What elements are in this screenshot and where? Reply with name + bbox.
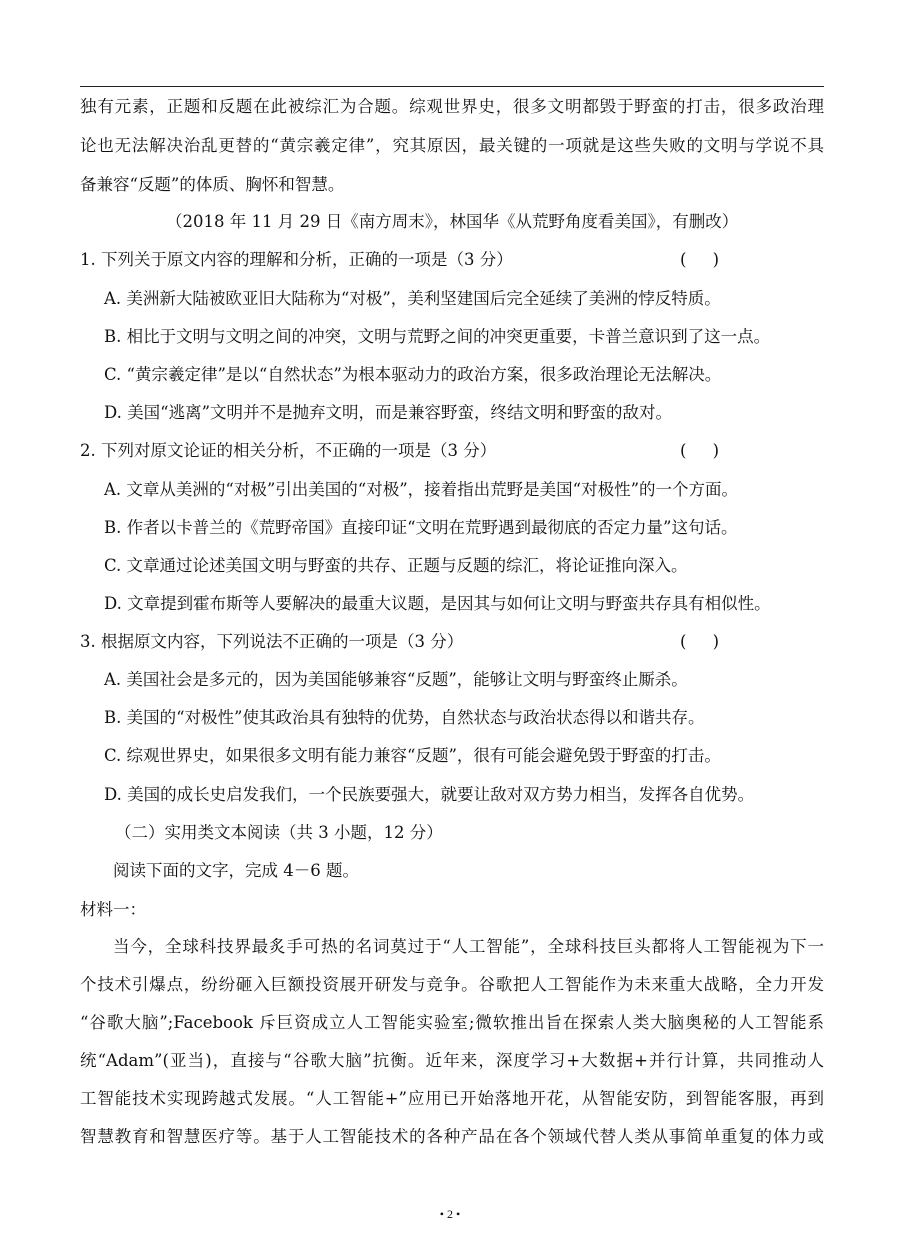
question-2-option-c: C. 文章通过论述美国文明与野蛮的共存、正题与反题的综汇，将论证推向深入。	[104, 556, 688, 575]
question-1-answer-bracket: ( )	[680, 250, 720, 269]
page-number: • 2 •	[439, 1207, 461, 1221]
question-1-option-a: A. 美洲新大陆被欧亚旧大陆称为“对极”，美利坚建国后完全延续了美洲的悖反特质。	[104, 289, 721, 308]
question-1-option-b: B. 相比于文明与文明之间的冲突，文明与荒野之间的冲突更重要，卡普兰意识到了这一点。	[104, 327, 771, 346]
question-2-stem: 2. 下列对原文论证的相关分析，不正确的一项是（3 分）	[80, 441, 497, 460]
question-2-option-b: B. 作者以卡普兰的《荒野帝国》直接印证“文明在荒野遇到最彻底的否定力量”这句话。	[104, 518, 738, 537]
material-line-2: 个技术引爆点，纷纷砸入巨额投资展开研发与竞争。谷歌把人工智能作为未来重大战略，全力开发	[80, 975, 824, 994]
continuation-line-1: 独有元素，正题和反题在此被综汇为合题。综观世界史，很多文明都毁于野蛮的打击，很多政治理	[80, 97, 824, 116]
question-3-answer-bracket: ( )	[680, 632, 720, 651]
continuation-line-3: 备兼容“反题”的体质、胸怀和智慧。	[80, 175, 345, 194]
question-3-stem: 3. 根据原文内容，下列说法不正确的一项是（3 分）	[80, 632, 464, 651]
material-line-5: 工智能技术实现跨越式发展。“人工智能+”应用已开始落地开花，从智能安防，到智能客服，再到	[80, 1089, 824, 1108]
question-2-option-d: D. 文章提到霍布斯等人要解决的最重大议题，是因其与如何让文明与野蛮共存具有相似性。	[104, 594, 771, 613]
question-1-option-c: C. “黄宗羲定律”是以“自然状态”为根本驱动力的政治方案，很多政治理论无法解决。	[104, 365, 722, 384]
material-line-4: 统“Adam”(亚当)，直接与“谷歌大脑”抗衡。近年来，深度学习+大数据+并行计算，共同推动人	[80, 1051, 824, 1070]
question-2-answer-bracket: ( )	[680, 441, 720, 460]
material-line-6: 智慧教育和智慧医疗等。基于人工智能技术的各种产品在各个领域代替人类从事简单重复的体力或	[80, 1127, 824, 1146]
question-3-option-a: A. 美国社会是多元的，因为美国能够兼容“反题”，能够让文明与野蛮终止厮杀。	[104, 670, 688, 689]
source-citation: （2018 年 11 月 29 日《南方周末》，林国华《从荒野角度看美国》，有删改）	[166, 212, 739, 231]
material-line-3: “谷歌大脑”;Facebook 斥巨资成立人工智能实验室;微软推出旨在探索人类大脑奥秘的人工智能系	[80, 1013, 824, 1032]
question-1-stem: 1. 下列关于原文内容的理解和分析，正确的一项是（3 分）	[80, 250, 513, 269]
continuation-line-2: 论也无法解决治乱更替的“黄宗羲定律”，究其原因，最关键的一项就是这些失败的文明与学说不具	[80, 136, 824, 155]
material-line-1: 当今，全球科技界最炙手可热的名词莫过于“人工智能”，全球科技巨头都将人工智能视为下一	[113, 937, 824, 956]
reading-instruction: 阅读下面的文字，完成 4－6 题。	[113, 861, 359, 880]
question-2-option-a: A. 文章从美洲的“对极”引出美国的“对极”，接着指出荒野是美国“对极性”的一个方面。	[104, 480, 739, 499]
question-3-option-b: B. 美国的“对极性”使其政治具有独特的优势，自然状态与政治状态得以和谐共存。	[104, 708, 705, 727]
section-heading: （二）实用类文本阅读（共 3 小题，12 分）	[115, 823, 443, 842]
material-label: 材料一：	[80, 900, 146, 919]
question-3-option-d: D. 美国的成长史启发我们，一个民族要强大，就要让敌对双方势力相当，发挥各自优势。	[104, 785, 755, 804]
question-3-option-c: C. 综观世界史，如果很多文明有能力兼容“反题”，很有可能会避免毁于野蛮的打击。	[104, 746, 721, 765]
question-1-option-d: D. 美国“逃离”文明并不是抛弃文明，而是兼容野蛮，终结文明和野蛮的敌对。	[104, 403, 673, 422]
header-rule	[80, 86, 824, 87]
